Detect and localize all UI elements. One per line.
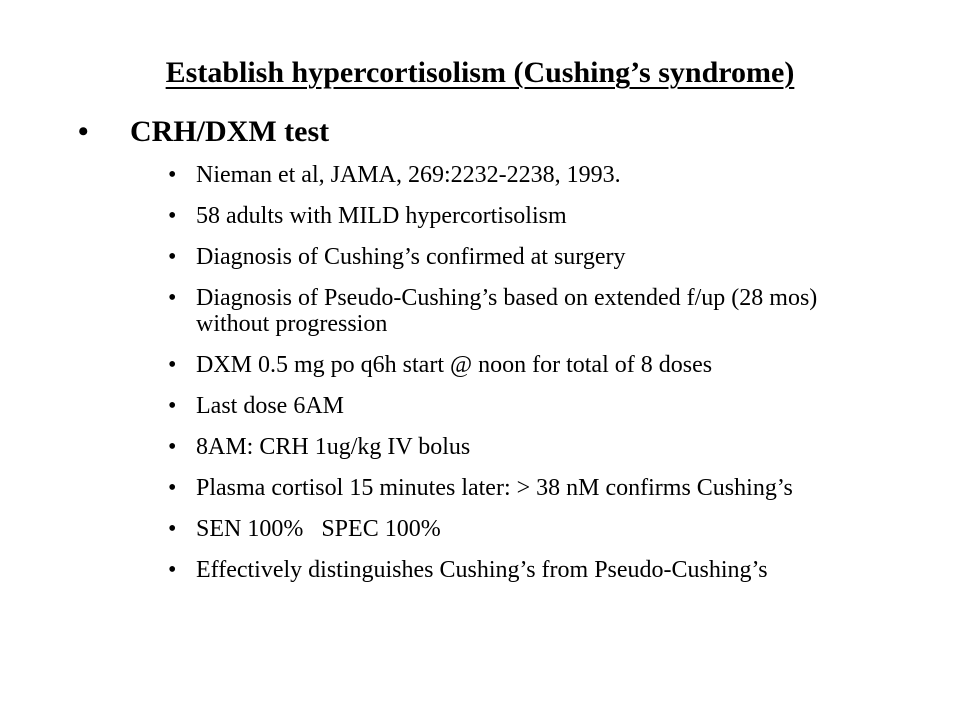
list-item-text: DXM 0.5 mg po q6h start @ noon for total of 8 doses — [196, 352, 713, 378]
slide-title: Establish hypercortisolism (Cushing’s syndrome) — [165, 56, 795, 89]
bullet-icon: • — [168, 393, 177, 419]
list-item — [168, 244, 868, 270]
list-item-text: Effectively distinguishes Cushing’s from Pseudo-Cushing’s — [196, 557, 768, 583]
list-item-text: Diagnosis of Pseudo-Cushing’s based on extended f/up (28 mos) without progression — [196, 285, 818, 337]
bullet-icon: • — [168, 352, 177, 378]
bullet-icon: • — [168, 516, 177, 542]
bullet-icon: • — [78, 115, 89, 148]
list-item-text: Last dose 6AM — [196, 393, 344, 419]
list-item-text: 8AM: CRH 1ug/kg IV bolus — [196, 434, 471, 460]
main-bullet-label: CRH/DXM test — [130, 115, 330, 148]
bullet-icon: • — [168, 244, 177, 270]
list-item-text: Plasma cortisol 15 minutes later: > 38 nM confirms Cushing’s — [196, 475, 793, 501]
list-item — [168, 434, 868, 460]
list-item — [168, 516, 868, 542]
bullet-icon: • — [168, 162, 177, 188]
list-item — [168, 203, 868, 229]
main-bullet — [78, 115, 329, 149]
sub-bullet-list — [168, 162, 868, 598]
list-item — [168, 557, 868, 583]
bullet-icon: • — [168, 475, 177, 501]
list-item — [168, 352, 868, 378]
list-item-text: Diagnosis of Cushing’s confirmed at surgery — [196, 244, 626, 270]
list-item — [168, 393, 868, 419]
list-item — [168, 162, 868, 188]
bullet-icon: • — [168, 434, 177, 460]
list-item-text: 58 adults with MILD hypercortisolism — [196, 203, 567, 229]
list-item — [168, 475, 868, 501]
bullet-icon: • — [168, 557, 177, 583]
bullet-icon: • — [168, 285, 177, 311]
list-item-text: Nieman et al, JAMA, 269:2232-2238, 1993. — [196, 162, 621, 188]
list-item-text: SEN 100% SPEC 100% — [196, 516, 441, 542]
list-item — [168, 285, 868, 337]
bullet-icon: • — [168, 203, 177, 229]
